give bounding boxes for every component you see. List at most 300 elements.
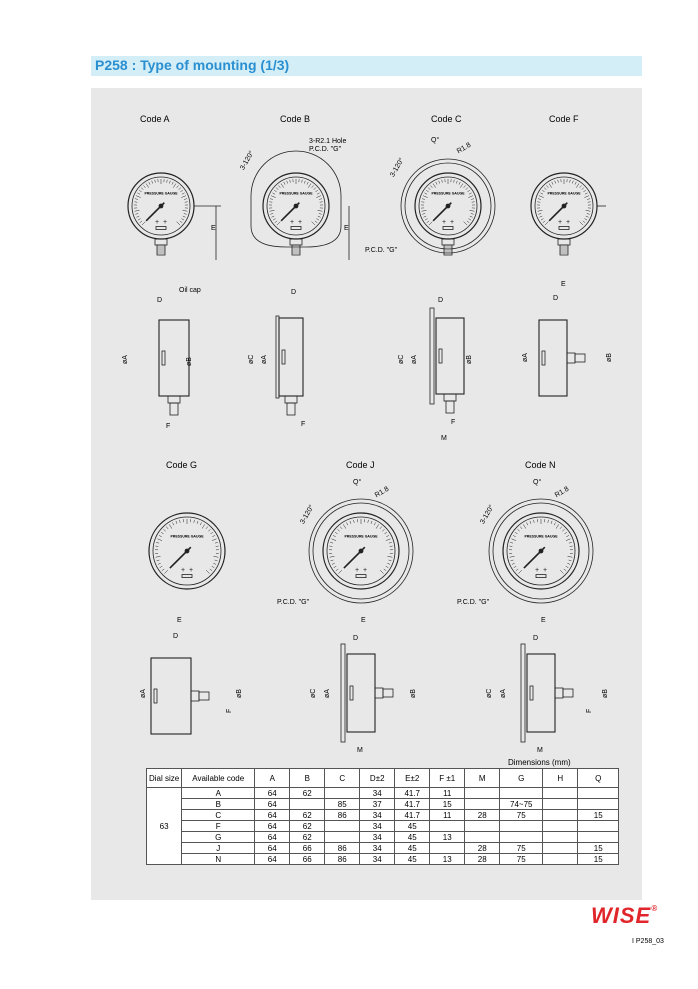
dial-tick xyxy=(212,539,217,541)
table-header-cell: E±2 xyxy=(395,769,430,788)
table-cell: 15 xyxy=(578,854,619,865)
dim-label-a: øA xyxy=(122,355,129,364)
dial-tick xyxy=(213,556,218,557)
back-socket-thread xyxy=(563,689,573,697)
annotation-angle: 3-120° xyxy=(479,503,496,526)
dim-label-a: øA xyxy=(261,355,268,364)
dial-tick xyxy=(208,529,210,531)
dim-label-a: øA xyxy=(411,355,418,364)
dial-tick xyxy=(160,566,163,568)
table-cell: 28 xyxy=(465,843,500,854)
dial-tick xyxy=(181,219,184,221)
case-body xyxy=(159,320,189,396)
dial-tick xyxy=(384,569,386,571)
table-cell: 45 xyxy=(395,854,430,865)
dial-tick xyxy=(136,196,141,198)
dial-tick xyxy=(468,219,471,221)
dim-label-d: D xyxy=(438,297,444,304)
table-header-cell: Dial size xyxy=(147,769,182,788)
dial-tick xyxy=(566,566,569,568)
dial-tick xyxy=(274,190,276,192)
table-header-cell: A xyxy=(255,769,290,788)
dial-tick xyxy=(551,521,552,524)
dial-tick xyxy=(202,524,205,528)
dim-label-a: øA xyxy=(324,689,331,698)
dial-tick xyxy=(468,196,473,198)
dim-label-d: D xyxy=(533,635,539,642)
annotation-pcd: P.C.D. "G" xyxy=(309,146,342,153)
table-cell: 75 xyxy=(500,854,543,865)
dimensions-caption: Dimensions (mm) xyxy=(508,758,571,767)
dial-tick xyxy=(539,216,542,217)
dim-label-a: øA xyxy=(140,689,147,698)
dial-tick xyxy=(552,182,553,185)
dial-tick xyxy=(332,563,335,564)
dial-tick xyxy=(518,570,522,574)
dial-tick xyxy=(331,539,336,541)
dial-tick xyxy=(376,524,379,528)
code-label-g: Code G xyxy=(166,460,198,470)
dial-tick xyxy=(281,184,284,188)
dial-text: PRESSURE GAUGE xyxy=(170,534,204,539)
dial-tick xyxy=(138,219,141,221)
dial-tick xyxy=(380,527,382,529)
table-row xyxy=(147,843,619,854)
dial-tick xyxy=(197,521,198,524)
gauge-side-view xyxy=(276,316,303,415)
dial-tick xyxy=(567,556,572,557)
dial-tick xyxy=(539,196,544,198)
dial-tick xyxy=(336,569,338,571)
dial-tick xyxy=(471,199,474,200)
dial-tick xyxy=(316,219,319,221)
socket-thread xyxy=(444,245,452,255)
dim-label-e: E xyxy=(561,281,566,288)
gauge-pointer xyxy=(170,551,187,568)
dial-tick xyxy=(270,213,273,214)
dial-tick xyxy=(200,522,201,525)
dial-logo-box xyxy=(356,575,366,578)
dial-tick xyxy=(157,539,162,541)
dial-tick xyxy=(516,569,518,571)
dial-tick xyxy=(176,521,177,524)
table-cell: 34 xyxy=(360,810,395,821)
annotation-q: Q° xyxy=(353,479,362,486)
table-cell xyxy=(543,854,578,865)
dial-tick xyxy=(177,185,179,187)
table-cell xyxy=(543,832,578,843)
bottom-socket-hex xyxy=(444,394,456,401)
dial-tick xyxy=(555,181,556,184)
table-header-row xyxy=(147,769,619,788)
dial-tick xyxy=(511,539,516,541)
back-socket-hex xyxy=(375,688,383,698)
table-cell: 64 xyxy=(255,843,290,854)
table-cell: 28 xyxy=(465,854,500,865)
dial-tick xyxy=(368,520,369,523)
table-cell xyxy=(578,788,619,799)
dial-tick xyxy=(549,184,552,188)
gauge-front-view xyxy=(489,499,593,603)
dial-text: PRESSURE GAUGE xyxy=(547,191,581,196)
dial-tick xyxy=(464,185,466,187)
bottom-socket-hex xyxy=(168,396,180,403)
table-cell: 62 xyxy=(290,788,325,799)
table-cell xyxy=(430,843,465,854)
dial-tick xyxy=(514,566,517,568)
table-cell xyxy=(290,799,325,810)
dial-size-cell: 63 xyxy=(147,788,182,865)
case-body xyxy=(527,654,555,732)
table-row xyxy=(147,799,619,810)
dial-tick xyxy=(319,199,322,200)
dim-label-e: E xyxy=(177,617,182,624)
dial-tick xyxy=(177,222,181,226)
dial-tick xyxy=(210,532,212,534)
dial-tick xyxy=(423,216,426,217)
dial-text: PRESSURE GAUGE xyxy=(344,534,378,539)
mounting-flange xyxy=(430,308,434,404)
dial-tick xyxy=(335,532,337,534)
dial-text: PRESSURE GAUGE xyxy=(144,191,178,196)
dial-tick xyxy=(562,529,564,531)
table-cell: 75 xyxy=(500,843,543,854)
dim-label-f: F xyxy=(451,419,456,426)
dial-tick xyxy=(215,542,218,543)
dial-tick xyxy=(430,185,432,187)
dim-label-m: M xyxy=(357,747,363,754)
dim-label-d: D xyxy=(173,633,179,640)
table-header-cell: C xyxy=(325,769,360,788)
pointer-hub xyxy=(359,549,363,553)
table-cell: J xyxy=(182,843,255,854)
gauge-front-view xyxy=(309,499,413,603)
wise-logo: WISE® xyxy=(591,903,659,928)
table-cell: 85 xyxy=(325,799,360,810)
table-cell xyxy=(465,788,500,799)
dial-tick xyxy=(586,210,591,211)
dim-label-c: øC xyxy=(486,688,493,698)
oil-cap-slot xyxy=(162,351,165,365)
dim-label-e: E xyxy=(211,225,216,232)
dial-tick xyxy=(302,180,303,183)
dial-mark: + xyxy=(442,219,447,227)
oil-cap-slot xyxy=(530,686,533,700)
dial-tick xyxy=(318,216,321,217)
table-cell xyxy=(325,788,360,799)
table-cell: F xyxy=(182,821,255,832)
socket-hex xyxy=(290,239,302,245)
dial-tick xyxy=(460,184,463,188)
dial-tick xyxy=(180,221,182,223)
table-cell: 11 xyxy=(430,788,465,799)
dial-tick xyxy=(166,527,168,529)
dial-tick xyxy=(156,556,161,557)
dial-tick xyxy=(184,213,187,214)
dial-mark: + xyxy=(535,566,540,574)
annotation-angle: 3-120° xyxy=(389,156,406,179)
dial-tick xyxy=(314,188,316,190)
table-cell: 34 xyxy=(360,843,395,854)
dial-tick xyxy=(135,213,138,214)
dial-tick xyxy=(422,199,425,200)
table-cell: 86 xyxy=(325,854,360,865)
dial-tick xyxy=(436,182,437,185)
table-cell xyxy=(543,843,578,854)
oil-cap-slot xyxy=(439,349,442,363)
table-cell xyxy=(543,799,578,810)
table-header-cell: G xyxy=(500,769,543,788)
dial-tick xyxy=(136,216,139,217)
bottom-socket-thread xyxy=(287,403,295,415)
table-cell: C xyxy=(182,810,255,821)
dim-label-b: øB xyxy=(410,689,417,698)
dial-logo-box xyxy=(559,226,569,229)
dim-label-m: M xyxy=(441,435,447,442)
dial-logo-box xyxy=(156,226,166,229)
dial-logo-box xyxy=(536,575,546,578)
dim-label-f: F xyxy=(301,421,306,428)
dial-tick xyxy=(569,560,572,561)
dial-tick xyxy=(554,522,555,525)
dial-mark: + xyxy=(566,219,571,227)
table-cell xyxy=(465,799,500,810)
back-socket-hex xyxy=(191,691,199,701)
table-cell: 34 xyxy=(360,821,395,832)
dial-tick xyxy=(538,210,543,211)
dial-tick xyxy=(424,193,427,194)
dial-tick xyxy=(459,182,460,185)
dial-mark: + xyxy=(163,219,168,227)
gauge-side-view xyxy=(341,644,393,742)
dial-tick xyxy=(318,210,323,211)
pointer-hub xyxy=(185,549,189,553)
table-cell xyxy=(325,821,360,832)
table-cell xyxy=(465,832,500,843)
table-cell: N xyxy=(182,854,255,865)
dial-tick xyxy=(149,182,150,185)
dial-tick xyxy=(315,221,317,223)
annotation-q: Q° xyxy=(533,479,542,486)
pointer-hub xyxy=(159,204,163,208)
dial-tick xyxy=(135,199,138,200)
dial-tick xyxy=(167,180,168,183)
dial-tick xyxy=(386,539,391,541)
dial-tick xyxy=(560,570,564,574)
dial-tick xyxy=(307,182,308,185)
dial-tick xyxy=(212,535,215,536)
table-cell xyxy=(578,832,619,843)
dial-tick xyxy=(425,219,428,221)
dial-tick xyxy=(213,563,216,564)
dial-tick xyxy=(427,221,429,223)
table-cell: 15 xyxy=(430,799,465,810)
dial-tick xyxy=(560,527,562,529)
dial-tick xyxy=(156,542,159,543)
annotation-hole: 3-R2.1 Hole xyxy=(309,138,347,145)
table-cell: 13 xyxy=(430,832,465,843)
dial-tick xyxy=(386,535,389,536)
case-body xyxy=(539,320,567,396)
dial-tick xyxy=(179,188,181,190)
dial-tick xyxy=(545,222,549,226)
dial-tick xyxy=(470,216,473,217)
table-cell: 37 xyxy=(360,799,395,810)
table-cell: 64 xyxy=(255,832,290,843)
table-header-cell: D±2 xyxy=(360,769,395,788)
table-header-cell: H xyxy=(543,769,578,788)
mounting-flange xyxy=(341,644,345,742)
dim-label-b: øB xyxy=(466,355,473,364)
table-row xyxy=(147,788,619,799)
back-socket-thread xyxy=(575,354,585,362)
oil-cap-slot xyxy=(282,350,285,364)
dial-tick xyxy=(371,521,372,524)
dial-tick xyxy=(334,566,337,568)
table-cell: 66 xyxy=(290,854,325,865)
dim-label-m: M xyxy=(537,747,543,754)
back-socket-hex xyxy=(567,353,575,363)
dial-tick xyxy=(319,213,322,214)
pointer-hub xyxy=(539,549,543,553)
dim-label-a: øA xyxy=(500,689,507,698)
table-cell: 86 xyxy=(325,843,360,854)
dial-tick xyxy=(143,185,145,187)
dial-tick xyxy=(384,532,386,534)
table-cell: 64 xyxy=(255,788,290,799)
dial-tick xyxy=(317,193,320,194)
dial-tick xyxy=(312,185,314,187)
dim-label-b: øB xyxy=(602,689,609,698)
dim-label-e: E xyxy=(361,617,366,624)
table-cell xyxy=(578,821,619,832)
table-row xyxy=(147,854,619,865)
dial-tick xyxy=(546,185,548,187)
gauge-front-view xyxy=(251,151,341,255)
dial-tick xyxy=(182,193,185,194)
dial-tick xyxy=(276,188,278,190)
socket-thread xyxy=(157,245,165,255)
dial-tick xyxy=(164,529,166,531)
dial-tick xyxy=(340,527,342,529)
mounting-flange xyxy=(521,644,525,742)
dial-tick xyxy=(566,535,569,536)
dial-mark: + xyxy=(181,566,186,574)
dial-tick xyxy=(146,184,149,188)
annotation-pcd: P.C.D. "G" xyxy=(365,247,398,254)
table-cell: 41.7 xyxy=(395,810,430,821)
dial-tick xyxy=(572,181,573,184)
dial-tick xyxy=(346,522,347,525)
dial-tick xyxy=(526,522,527,525)
table-cell: 75 xyxy=(500,810,543,821)
gauge-front-view xyxy=(401,159,495,255)
dial-tick xyxy=(583,221,585,223)
dial-tick xyxy=(469,193,472,194)
annotation-pcd: P.C.D. "G" xyxy=(457,599,490,606)
dial-tick xyxy=(277,222,281,226)
dim-label-e: E xyxy=(541,617,546,624)
dial-tick xyxy=(139,190,141,192)
table-cell: B xyxy=(182,799,255,810)
dial-tick xyxy=(426,190,428,192)
table-header-cell: M xyxy=(465,769,500,788)
dial-tick xyxy=(330,556,335,557)
dial-tick xyxy=(584,196,589,198)
annotation-oil-cap: Oil cap xyxy=(179,287,201,294)
dial-tick xyxy=(439,181,440,184)
dial-tick xyxy=(290,180,291,183)
dial-tick xyxy=(135,210,140,211)
dial-tick xyxy=(275,221,277,223)
code-label-j: Code J xyxy=(346,460,375,470)
dial-text: PRESSURE GAUGE xyxy=(431,191,465,196)
oil-cap-slot xyxy=(350,686,353,700)
table-cell: 74~75 xyxy=(500,799,543,810)
dial-tick xyxy=(159,535,162,536)
dial-tick xyxy=(575,182,576,185)
gauge-front-view xyxy=(128,173,194,255)
dial-tick xyxy=(215,560,218,561)
dim-label-b: øB xyxy=(606,353,613,362)
pointer-hub xyxy=(446,204,450,208)
dial-tick xyxy=(304,181,305,184)
dial-mark: + xyxy=(558,219,563,227)
socket-hex xyxy=(155,239,167,245)
dial-tick xyxy=(470,210,475,211)
dial-tick xyxy=(162,569,164,571)
pointer-hub xyxy=(562,204,566,208)
table-cell: 64 xyxy=(255,799,290,810)
dial-tick xyxy=(161,532,163,534)
dial-mark: + xyxy=(290,219,295,227)
table-cell: 62 xyxy=(290,810,325,821)
bottom-socket-hex xyxy=(285,396,297,403)
table-header-cell: Q xyxy=(578,769,619,788)
dial-tick xyxy=(422,210,427,211)
dial-tick xyxy=(586,216,589,217)
table-cell: 62 xyxy=(290,821,325,832)
table-cell xyxy=(500,832,543,843)
u-clamp xyxy=(251,151,341,247)
dim-label-b: øB xyxy=(186,357,193,366)
table-cell xyxy=(500,788,543,799)
dial-tick xyxy=(183,210,188,211)
table-row xyxy=(147,810,619,821)
dim-label-d: D xyxy=(553,295,559,302)
dial-tick xyxy=(206,570,210,574)
table-cell xyxy=(500,821,543,832)
annotation-r18: R1.8 xyxy=(373,485,391,500)
dial-tick xyxy=(567,563,570,564)
dial-tick xyxy=(422,213,425,214)
dial-tick xyxy=(548,520,549,523)
bottom-socket-thread xyxy=(446,401,454,413)
dial-tick xyxy=(467,190,469,192)
socket-thread xyxy=(292,245,300,255)
dial-tick xyxy=(343,524,346,528)
dial-tick xyxy=(331,560,334,561)
table-row xyxy=(147,821,619,832)
dial-tick xyxy=(270,210,275,211)
table-cell: 34 xyxy=(360,788,395,799)
dial-tick xyxy=(587,213,590,214)
code-label-b: Code B xyxy=(280,114,311,124)
dial-tick xyxy=(155,180,156,183)
table-cell xyxy=(430,821,465,832)
dial-tick xyxy=(442,180,443,183)
dim-label-f: F xyxy=(166,423,171,430)
